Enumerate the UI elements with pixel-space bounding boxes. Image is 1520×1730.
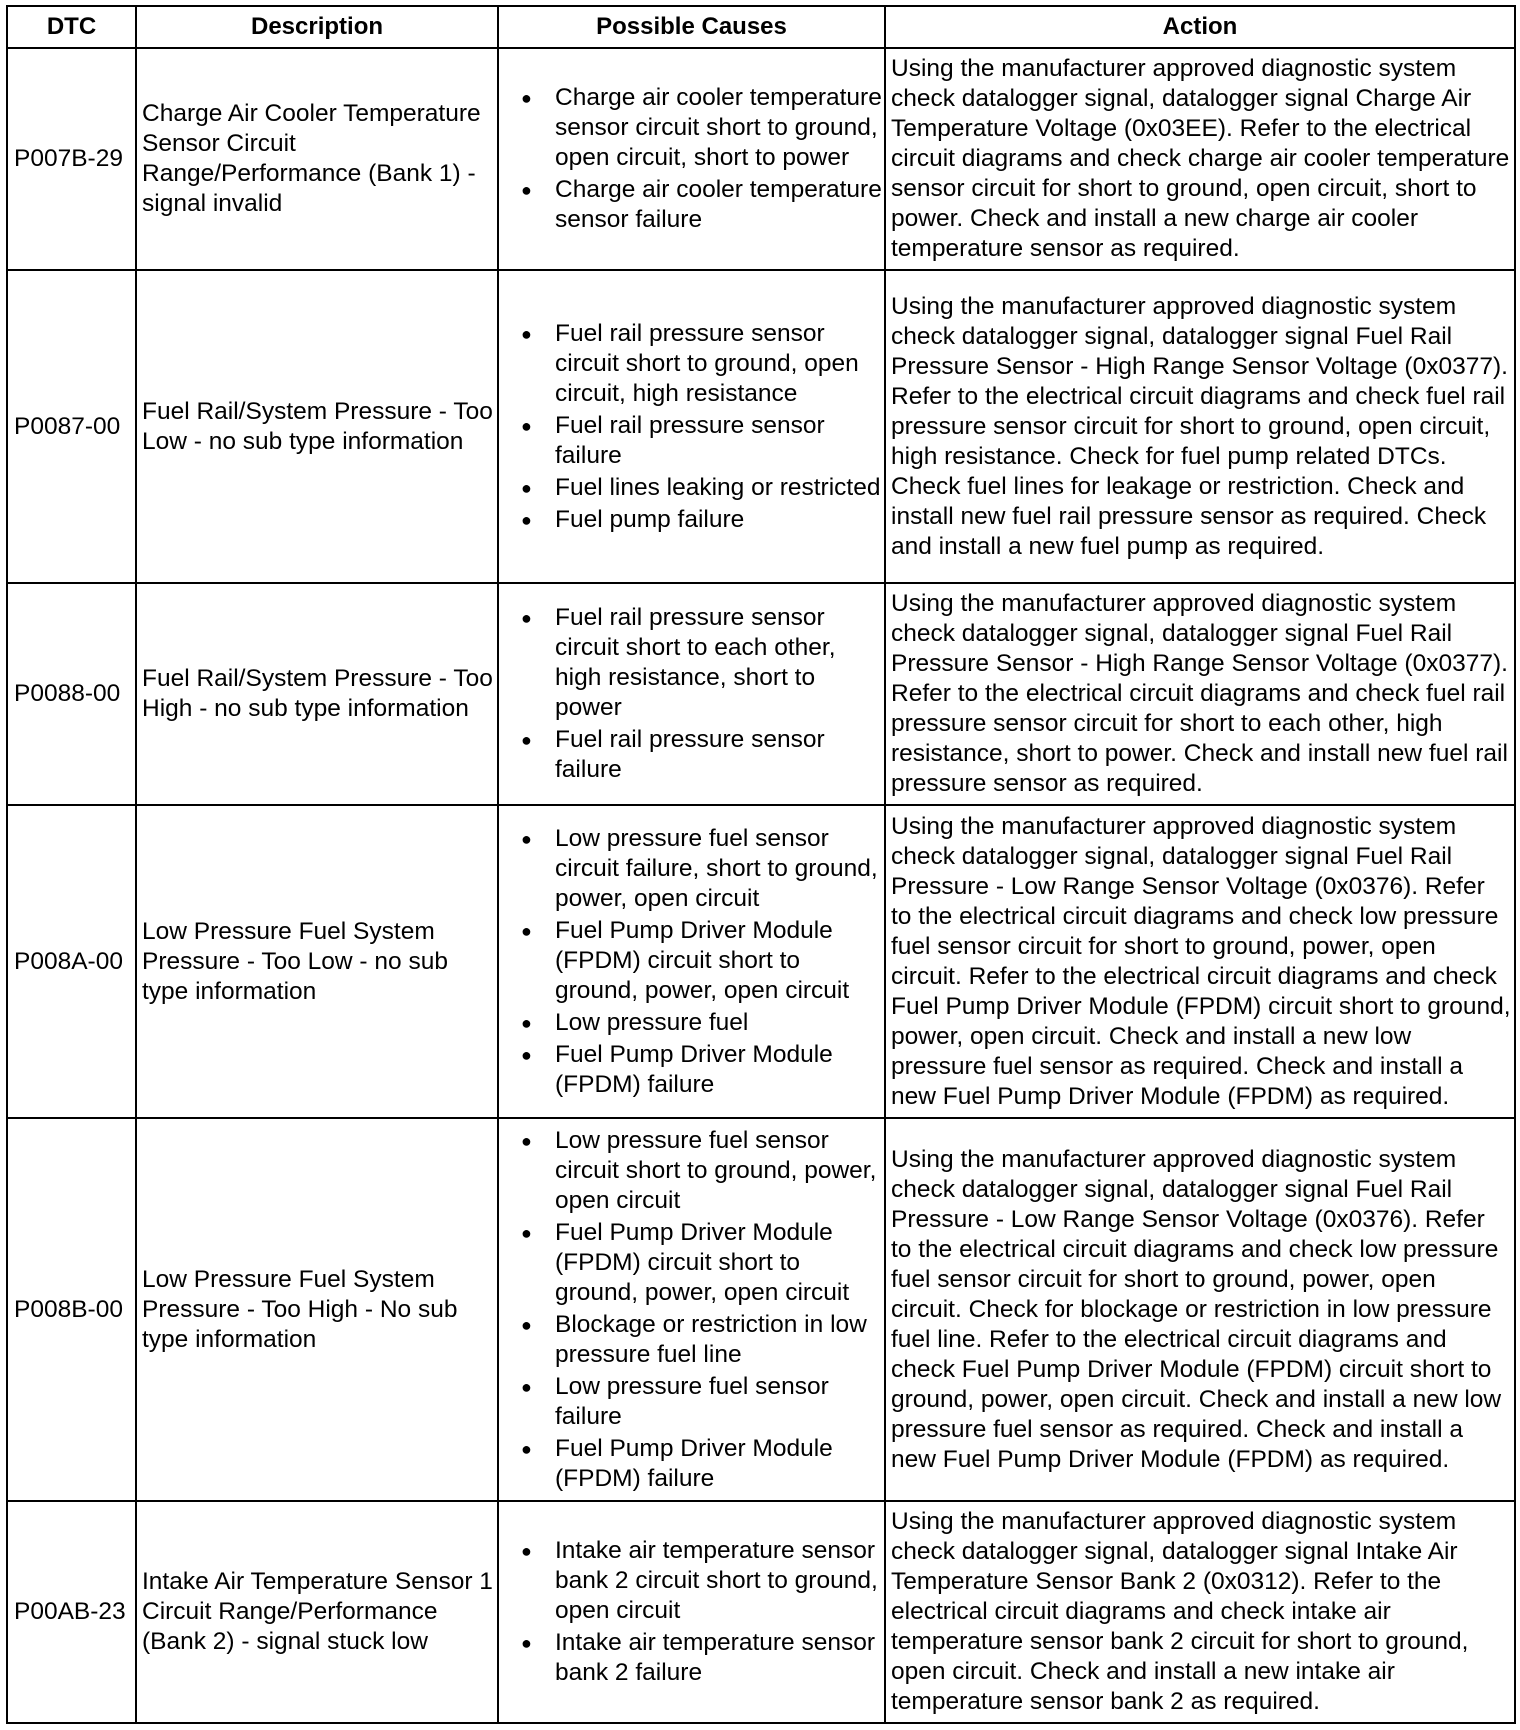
description-cell: Low Pressure Fuel System Pressure - Too High - No sub type information — [136, 1118, 498, 1501]
causes-cell — [498, 805, 885, 1118]
cause-item: ● Fuel Pump Driver Module (FPDM) circuit short to ground, power, open circuit — [521, 916, 884, 1006]
action-cell: Using the manufacturer approved diagnostic system check datalogger signal, datalogger signal Intake Air Temperature Sensor Bank 2 (0x0312). Refer to the electrical circuit diagrams and check intake air temperature sensor bank 2 circuit for short to ground, open circuit. Check and install a new intake air temperature sensor bank 2 as required. — [885, 1501, 1515, 1723]
cause-item: ● Fuel rail pressure sensor failure — [521, 725, 884, 785]
header-dtc: DTC — [7, 6, 136, 48]
dtc-code: P0088-00 — [7, 583, 136, 805]
cause-item: ● Low pressure fuel — [521, 1008, 884, 1038]
cause-item: ● Fuel Pump Driver Module (FPDM) circuit short to ground, power, open circuit — [521, 1218, 884, 1308]
causes-cell — [498, 48, 885, 270]
cause-item: ● Low pressure fuel sensor circuit short to ground, power, open circuit — [521, 1126, 884, 1216]
description-cell: Fuel Rail/System Pressure - Too Low - no sub type information — [136, 270, 498, 583]
action-cell: Using the manufacturer approved diagnostic system check datalogger signal, datalogger signal Fuel Rail Pressure - Low Range Sensor Voltage (0x0376). Refer to the electrical circuit diagrams and check low pressure fuel sensor circuit for short to ground, power, open circuit. Refer to the electrical circuit diagrams and check Fuel Pump Driver Module (FPDM) circuit short to ground, power, open circuit. Check and install a new low pressure fuel sensor as required. Check and install a new Fuel Pump Driver Module (FPDM) as required. — [885, 805, 1515, 1118]
causes-list — [499, 1126, 884, 1494]
dtc-code: P0087-00 — [7, 270, 136, 583]
dtc-code: P008A-00 — [7, 805, 136, 1118]
table-row — [7, 583, 1515, 805]
causes-cell — [498, 1501, 885, 1723]
cause-item: ● Intake air temperature sensor bank 2 failure — [521, 1628, 884, 1688]
description-cell: Low Pressure Fuel System Pressure - Too Low - no sub type information — [136, 805, 498, 1118]
cause-item: ● Charge air cooler temperature sensor circuit short to ground, open circuit, short to power — [521, 83, 884, 173]
cause-item: ● Intake air temperature sensor bank 2 circuit short to ground, open circuit — [521, 1536, 884, 1626]
causes-cell — [498, 270, 885, 583]
header-possible-causes: Possible Causes — [498, 6, 885, 48]
dtc-table-container — [6, 5, 1516, 1724]
header-description: Description — [136, 6, 498, 48]
cause-item: ● Low pressure fuel sensor failure — [521, 1372, 884, 1432]
dtc-code: P007B-29 — [7, 48, 136, 270]
table-row — [7, 1118, 1515, 1501]
table-row — [7, 805, 1515, 1118]
cause-item: ● Low pressure fuel sensor circuit failure, short to ground, power, open circuit — [521, 824, 884, 914]
cause-item: ● Fuel Pump Driver Module (FPDM) failure — [521, 1040, 884, 1100]
causes-cell — [498, 583, 885, 805]
cause-item: ● Fuel rail pressure sensor circuit short to ground, open circuit, high resistance — [521, 319, 884, 409]
action-cell: Using the manufacturer approved diagnostic system check datalogger signal, datalogger signal Fuel Rail Pressure - Low Range Sensor Voltage (0x0376). Refer to the electrical circuit diagrams and check low pressure fuel sensor circuit for short to ground, power, open circuit. Check for blockage or restriction in low pressure fuel line. Refer to the electrical circuit diagrams and check Fuel Pump Driver Module (FPDM) circuit short to ground, power, open circuit. Check and install a new low pressure fuel sensor as required. Check and install a new Fuel Pump Driver Module (FPDM) as required. — [885, 1118, 1515, 1501]
table-row — [7, 1501, 1515, 1723]
dtc-table — [6, 5, 1516, 1724]
dtc-code: P008B-00 — [7, 1118, 136, 1501]
action-cell: Using the manufacturer approved diagnostic system check datalogger signal, datalogger signal Fuel Rail Pressure Sensor - High Range Sensor Voltage (0x0377). Refer to the electrical circuit diagrams and check fuel rail pressure sensor circuit for short to each other, high resistance, short to power. Check and install new fuel rail pressure sensor as required. — [885, 583, 1515, 805]
causes-list — [499, 83, 884, 235]
dtc-code: P00AB-23 — [7, 1501, 136, 1723]
cause-item: ● Blockage or restriction in low pressure fuel line — [521, 1310, 884, 1370]
causes-list — [499, 319, 884, 535]
action-cell: Using the manufacturer approved diagnostic system check datalogger signal, datalogger signal Fuel Rail Pressure Sensor - High Range Sensor Voltage (0x0377). Refer to the electrical circuit diagrams and check fuel rail pressure sensor circuit for short to ground, open circuit, high resistance. Check for fuel pump related DTCs. Check fuel lines for leakage or restriction. Check and install new fuel rail pressure sensor as required. Check and install a new fuel pump as required. — [885, 270, 1515, 583]
cause-item: ● Fuel Pump Driver Module (FPDM) failure — [521, 1434, 884, 1494]
header-action: Action — [885, 6, 1515, 48]
cause-item: ● Fuel rail pressure sensor failure — [521, 411, 884, 471]
table-row — [7, 270, 1515, 583]
header-row — [7, 6, 1515, 48]
causes-list — [499, 603, 884, 785]
action-cell: Using the manufacturer approved diagnostic system check datalogger signal, datalogger signal Charge Air Temperature Voltage (0x03EE). Refer to the electrical circuit diagrams and check charge air cooler temperature sensor circuit for short to ground, open circuit, short to power. Check and install a new charge air cooler temperature sensor as required. — [885, 48, 1515, 270]
cause-item: ● Fuel pump failure — [521, 505, 884, 535]
description-cell: Intake Air Temperature Sensor 1 Circuit Range/Performance (Bank 2) - signal stuck low — [136, 1501, 498, 1723]
cause-item: ● Fuel lines leaking or restricted — [521, 473, 884, 503]
causes-list — [499, 824, 884, 1100]
description-cell: Fuel Rail/System Pressure - Too High - no sub type information — [136, 583, 498, 805]
causes-cell — [498, 1118, 885, 1501]
description-cell: Charge Air Cooler Temperature Sensor Circuit Range/Performance (Bank 1) - signal invalid — [136, 48, 498, 270]
causes-list — [499, 1536, 884, 1688]
table-row — [7, 48, 1515, 270]
cause-item: ● Charge air cooler temperature sensor failure — [521, 175, 884, 235]
cause-item: ● Fuel rail pressure sensor circuit short to each other, high resistance, short to power — [521, 603, 884, 723]
